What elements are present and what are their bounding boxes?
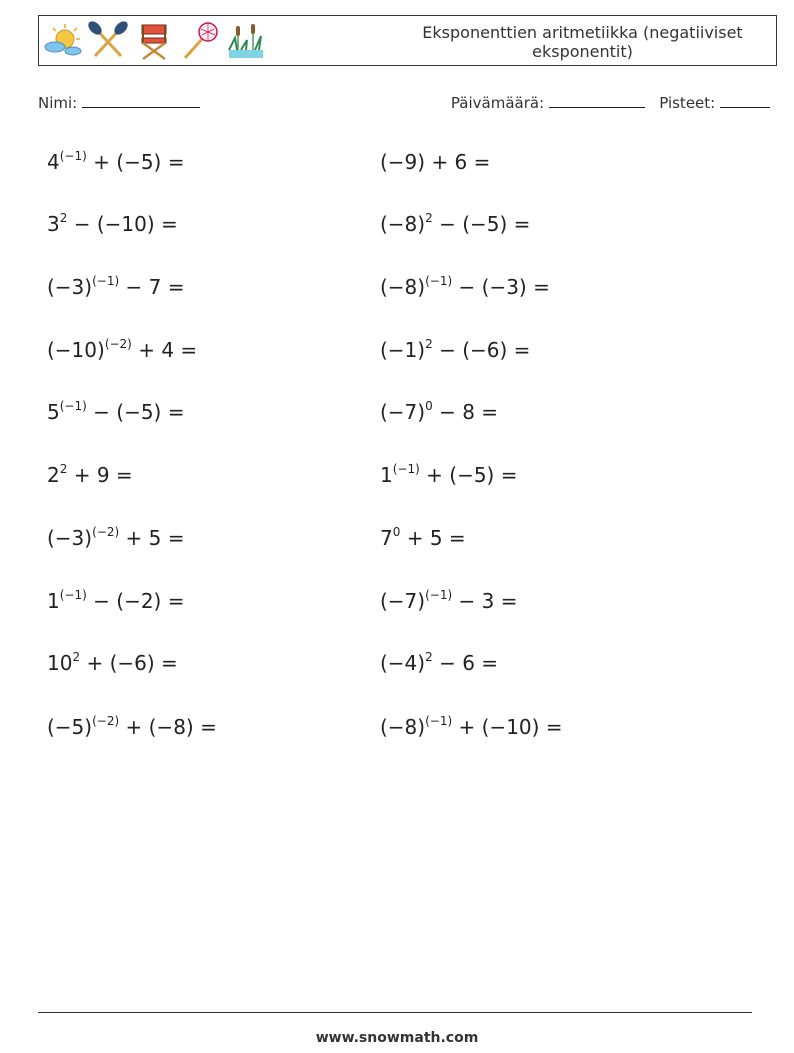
problem-base: (−7) (380, 400, 426, 424)
name-label: Nimi: (38, 94, 78, 112)
problem-exponent: 0 (392, 525, 401, 539)
problem-rest: − (−10) = (67, 212, 178, 236)
problem-exponent: 2 (59, 211, 68, 225)
name-blank[interactable] (82, 93, 200, 108)
problem-rest: − 3 = (452, 589, 518, 613)
problem-base: (−5) (47, 715, 93, 739)
problem-exponent: 2 (59, 462, 68, 476)
problem-rest: − (−3) = (452, 275, 550, 299)
problem-exponent: (−2) (104, 337, 132, 351)
header-icons (41, 19, 271, 63)
problem-exponent: (−1) (92, 274, 120, 288)
problem-exponent: 2 (425, 211, 433, 225)
problem-item (47, 589, 184, 613)
problem-exponent: 0 (425, 399, 433, 413)
problem-base: (−1) (380, 338, 426, 362)
problem-rest: − (−6) = (432, 338, 531, 362)
problem-item (380, 212, 530, 236)
problem-base: 2 (47, 463, 60, 487)
director-chair-icon (133, 20, 175, 62)
problem-exponent: (−1) (425, 588, 453, 602)
problem-item (380, 275, 550, 299)
date-blank[interactable] (549, 93, 645, 108)
problem-rest: + 9 = (67, 463, 133, 487)
problem-rest: + (−10) = (452, 715, 563, 739)
date-score-fields (451, 93, 770, 112)
problem-rest: − (−5) = (86, 400, 185, 424)
problem-base: (−3) (47, 526, 93, 550)
problem-rest: + 5 = (400, 526, 466, 550)
problem-rest: + (−6) = (80, 651, 178, 675)
problem-rest: + (−5) = (419, 463, 518, 487)
problem-base: 4 (47, 150, 60, 174)
problem-base: 3 (47, 212, 60, 236)
problem-base: 5 (47, 400, 60, 424)
name-field (38, 93, 200, 112)
problem-base: (−10) (47, 338, 105, 362)
problem-item (47, 338, 197, 362)
score-label: Pisteet: (659, 94, 716, 112)
problem-item (47, 715, 217, 739)
problem-rest: − 6 = (432, 651, 499, 675)
problem-base: (−8) (380, 715, 426, 739)
problem-item (47, 275, 184, 299)
problem-rest: − 8 = (432, 400, 499, 424)
problem-exponent: (−1) (425, 274, 453, 288)
problem-item (47, 150, 184, 174)
problem-item (380, 463, 517, 487)
problem-item (380, 715, 563, 739)
problem-item (47, 526, 184, 550)
problem-exponent: (−1) (392, 462, 420, 476)
problem-item (47, 463, 133, 487)
problem-base: 1 (380, 463, 393, 487)
problem-exponent: 2 (425, 337, 433, 351)
problem-rest: + (−5) = (86, 150, 185, 174)
problem-item (47, 212, 178, 236)
score-blank[interactable] (720, 93, 770, 108)
problem-item (380, 651, 498, 675)
problem-base: 7 (380, 526, 393, 550)
problem-exponent: 2 (425, 650, 433, 664)
problem-item (380, 526, 466, 550)
problem-rest: − (−5) = (432, 212, 531, 236)
problem-rest: + (−8) = (119, 715, 217, 739)
worksheet-header (38, 15, 777, 66)
worksheet-title: Eksponenttien aritmetiikka (negatiiviset eksponentit) (422, 23, 743, 61)
problem-base: 1 (47, 589, 60, 613)
problem-base: (−7) (380, 589, 426, 613)
crossed-paddles-icon (87, 20, 129, 62)
sun-cloud-icon (41, 20, 83, 62)
problem-base: (−4) (380, 651, 426, 675)
problem-exponent: (−2) (92, 714, 120, 728)
problem-exponent: (−1) (59, 399, 87, 413)
footer-url: www.snowmath.com (315, 1030, 479, 1046)
problem-exponent: (−1) (59, 149, 87, 163)
cattails-icon (225, 20, 267, 62)
date-label: Päivämäärä: (450, 94, 545, 112)
problem-base: 10 (47, 651, 73, 675)
problem-rest: − 7 = (119, 275, 185, 299)
footer-divider (38, 1012, 752, 1013)
problem-item (380, 338, 530, 362)
problem-item (47, 400, 184, 424)
problem-item (47, 651, 178, 675)
problem-base: (−9) + 6 = (380, 150, 491, 174)
problem-exponent: (−1) (425, 714, 453, 728)
problem-base: (−8) (380, 212, 426, 236)
problem-rest: + 4 = (131, 338, 198, 362)
problem-base: (−3) (47, 275, 93, 299)
problem-exponent: (−2) (92, 525, 120, 539)
problem-exponent: 2 (72, 650, 81, 664)
problem-rest: + 5 = (119, 526, 185, 550)
problem-exponent: (−1) (59, 588, 87, 602)
problem-item (380, 589, 517, 613)
problem-base: (−8) (380, 275, 426, 299)
problem-rest: − (−2) = (86, 589, 185, 613)
problem-item (380, 400, 498, 424)
problem-item (380, 150, 490, 174)
butterfly-net-icon (179, 20, 221, 62)
